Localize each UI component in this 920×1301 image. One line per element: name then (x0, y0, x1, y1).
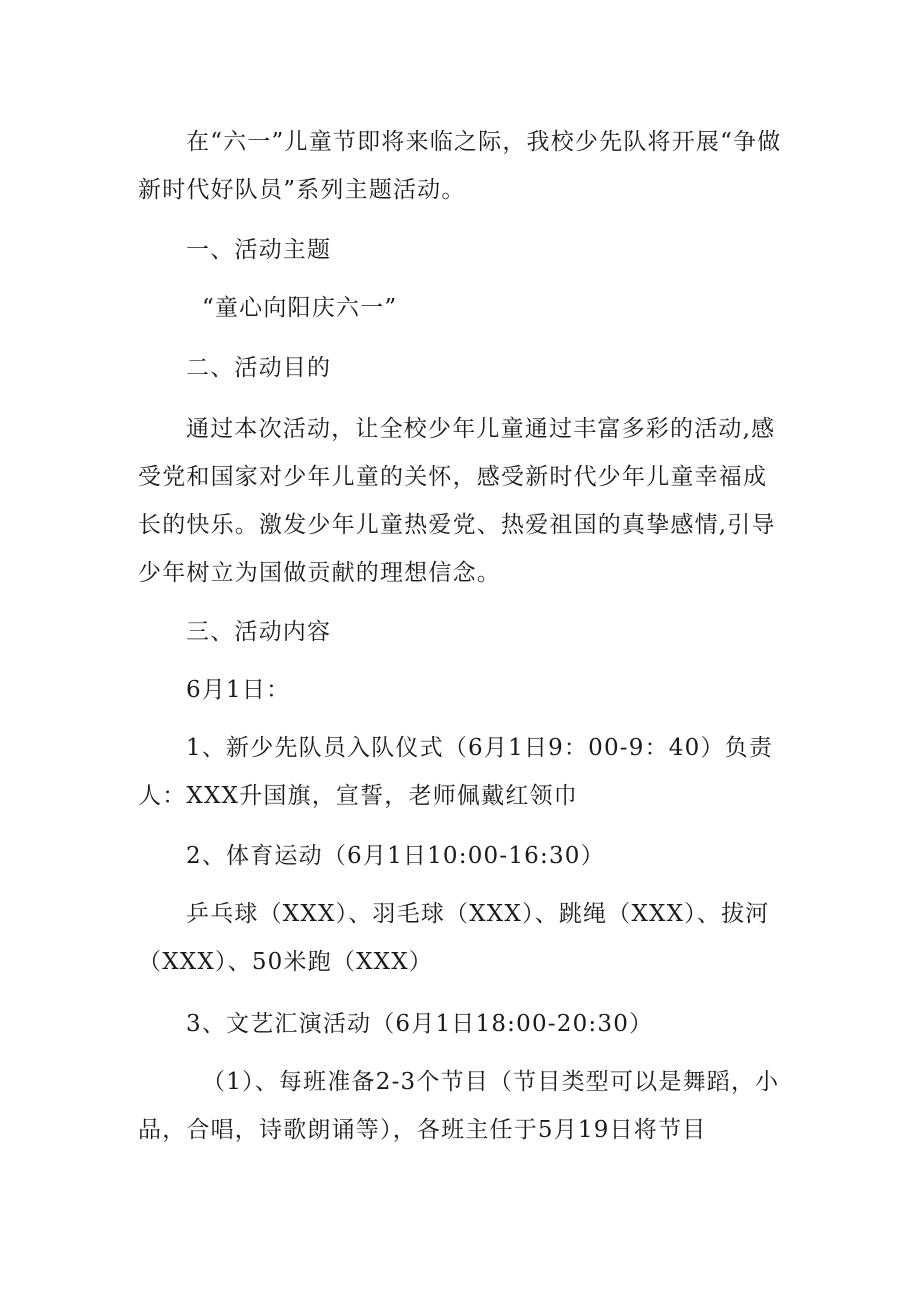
section-heading-purpose: 二、活动目的 (186, 355, 332, 381)
performance-detail: （1）、每班准备2-3个节目（节目类型可以是舞蹈，小品，合唱，诗歌朗诵等），各班主任于5月19日将节目 (138, 1069, 780, 1143)
purpose-paragraph: 通过本次活动，让全校少年儿童通过丰富多彩的活动,感受党和国家对少年儿童的关怀，感受新时代少年儿童幸福成长的快乐。激发少年儿童热爱党、热爱祖国的真挚感情,引导少年树立为国做贡献的理想信念。 (138, 416, 776, 586)
intro-paragraph: 在“六一”儿童节即将来临之际，我校少先队将开展“争做新时代好队员”系列主题活动。 (138, 129, 782, 203)
item-1-ceremony: 1、新少先队员入队仪式（6月1日9：00-9：40）负责人：XXX升国旗，宣誓，老师佩戴红领巾 (138, 735, 774, 809)
section-heading-theme: 一、活动主题 (186, 237, 332, 263)
date-line: 6月1日： (186, 677, 291, 703)
theme-text: “童心向阳庆六一” (202, 295, 398, 321)
item-2-sports: 2、体育运动（6月1日10:00-16:30） (186, 843, 605, 869)
section-heading-content: 三、活动内容 (186, 619, 332, 645)
item-3-performance: 3、文艺汇演活动（6月1日18:00-20:30） (186, 1011, 654, 1037)
sports-list: 乒乓球（XXX）、羽毛球（XXX）、跳绳（XXX）、拔河（XXX）、50米跑（XXX） (138, 901, 770, 975)
